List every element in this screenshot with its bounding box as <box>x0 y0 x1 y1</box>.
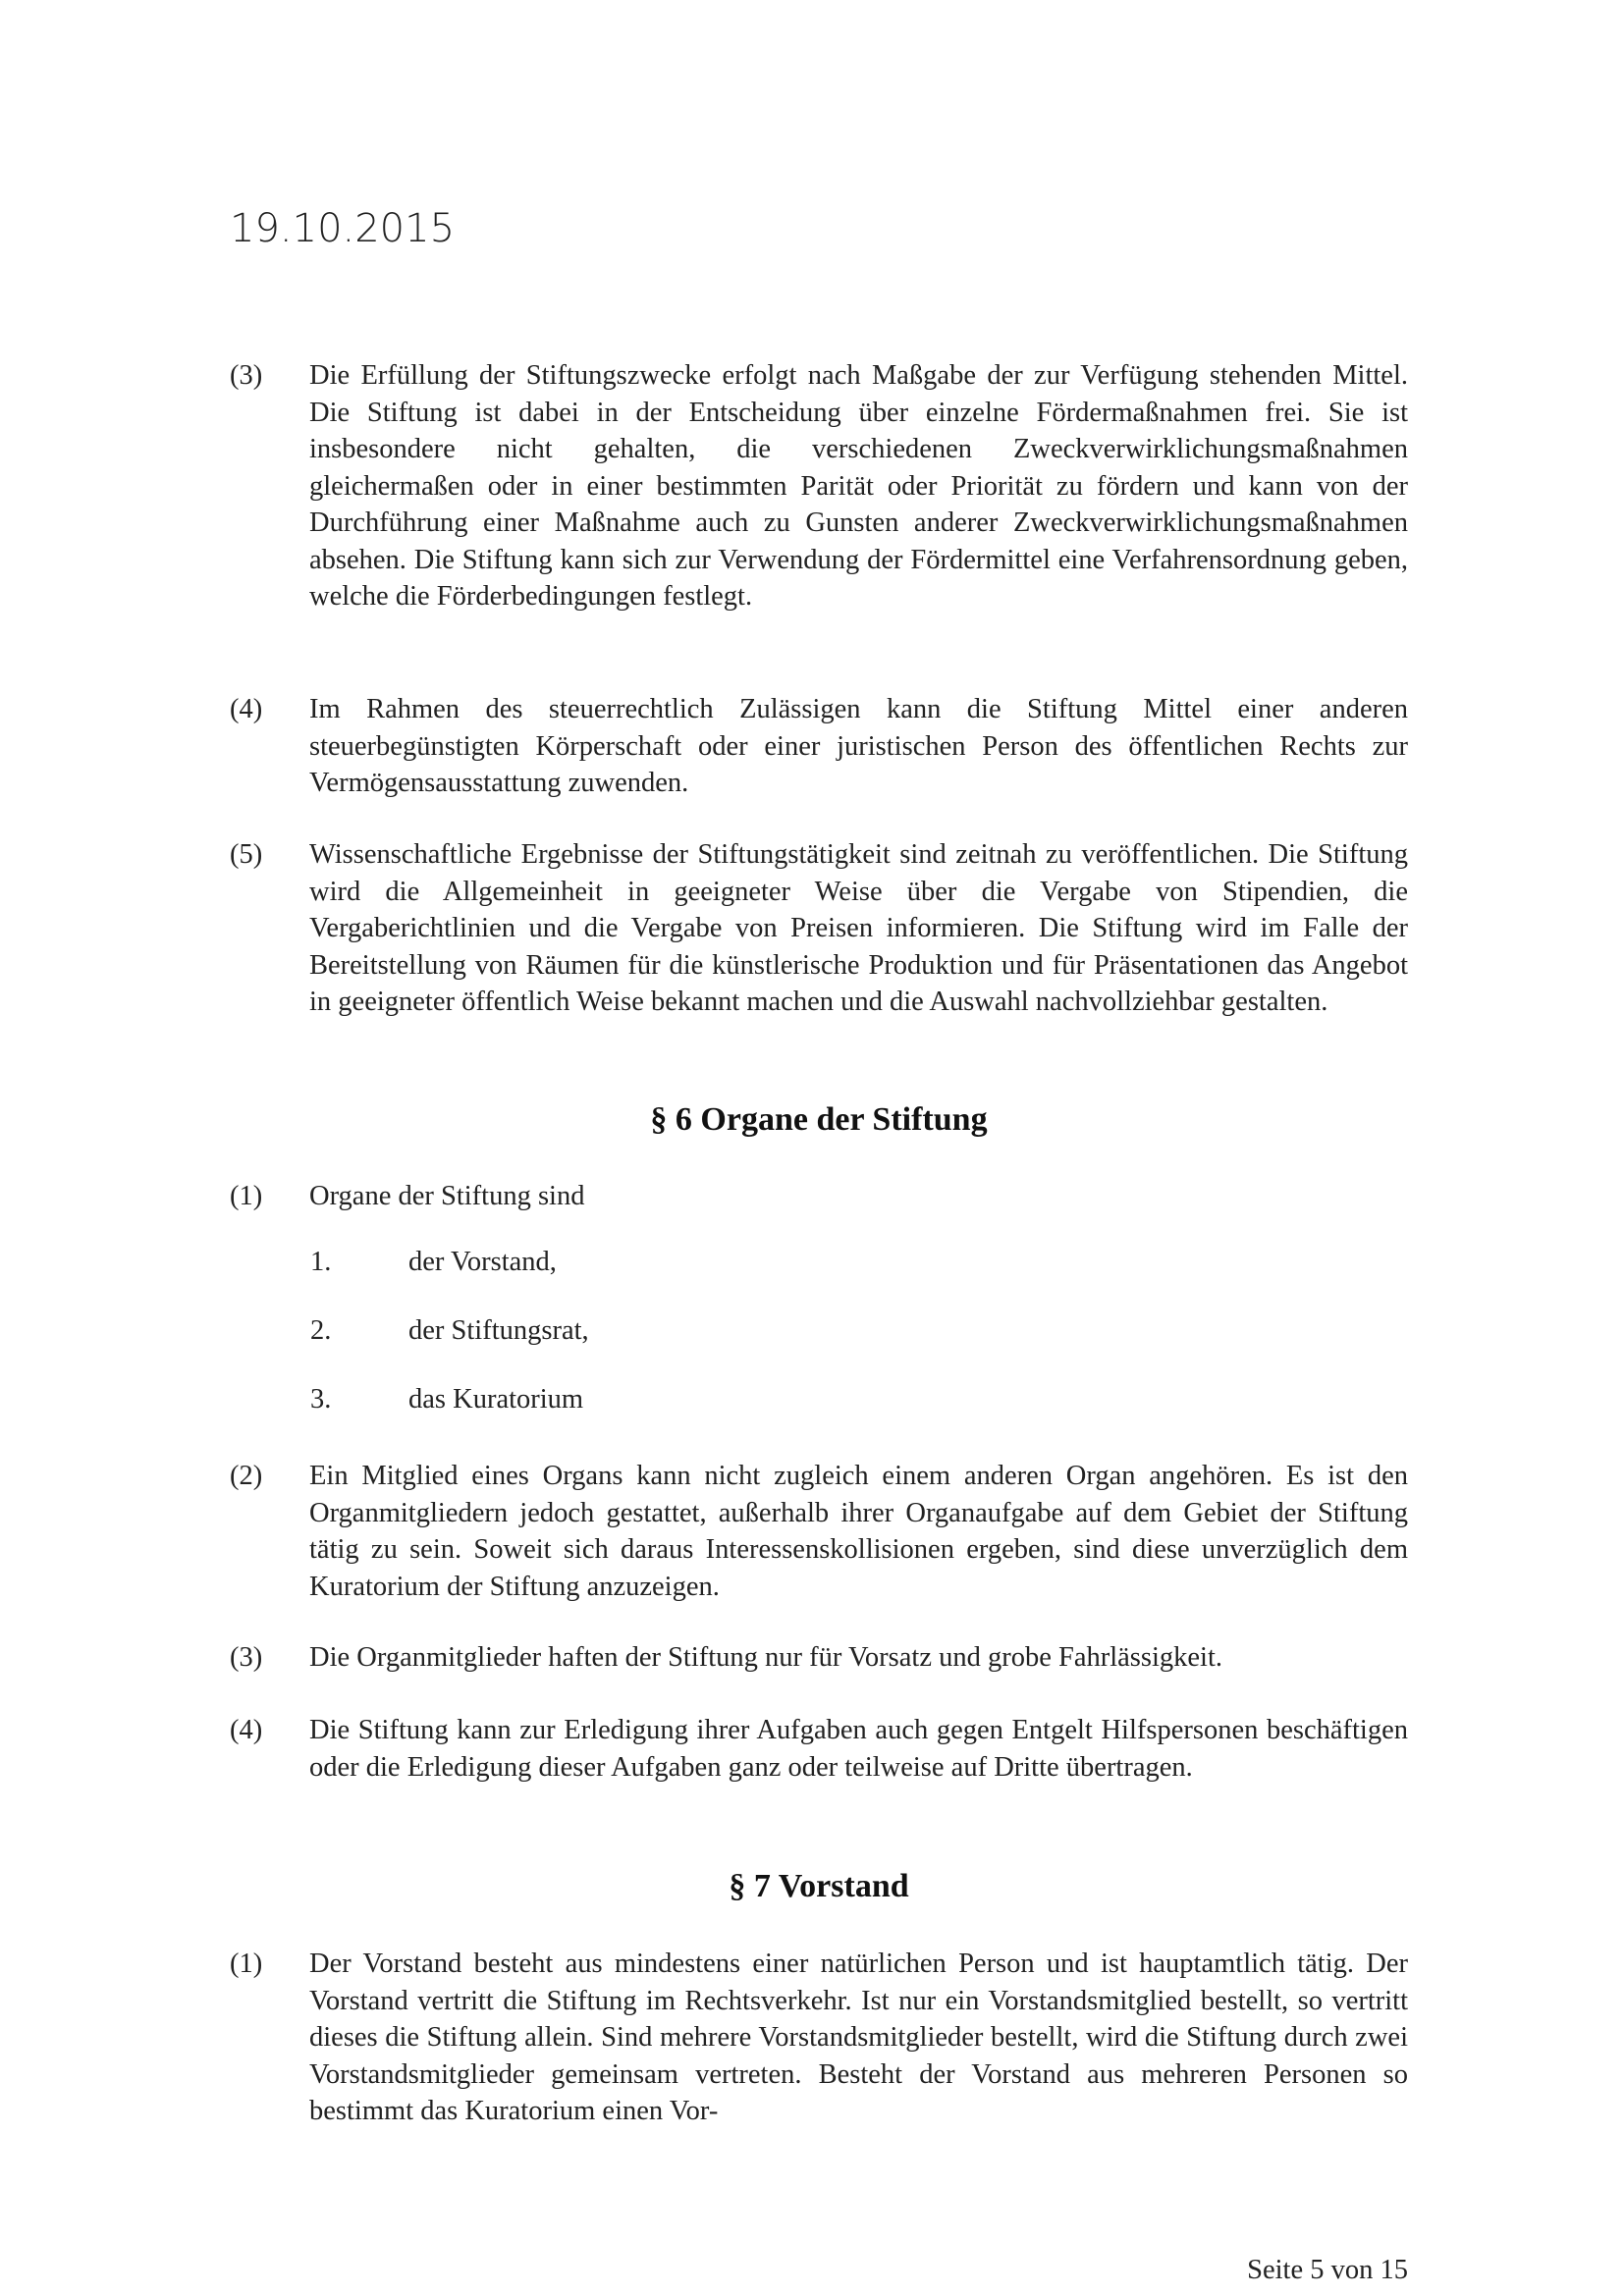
paragraph-text: Im Rahmen des steuerrechtlich Zulässigen kann die Stiftung Mittel einer anderen steuerbegünstigten Körperschaft oder einer juristischen Person des öffentlichen Rechts zur Vermögensausstattung zuwenden. <box>309 694 1408 798</box>
paragraph-text: Der Vorstand besteht aus mindestens einer natürlichen Person und ist hauptamtlich tätig. Der Vorstand vertritt die Stiftung im Rechtsverkehr. Ist nur ein Vorstandsmitglied bestellt, so vertritt dieses die Stiftung allein. Sind mehrere Vorstandsmitglieder bestellt, wird die Stiftung durch zwei Vorstandsmitglieder gemeinsam vertreten. Besteht der Vorstand aus mehreren Personen so bestimmt das Kuratorium einen Vor- <box>309 1949 1408 2126</box>
paragraph-number: (1) <box>230 1181 263 1211</box>
list-text: das Kuratorium <box>408 1384 584 1415</box>
list-text: der Vorstand, <box>408 1247 557 1277</box>
paragraph-text: Ein Mitglied eines Organs kann nicht zugleich einem anderen Organ angehören. Es ist den Organmitgliedern jedoch gestattet, außerhalb ihrer Organaufgabe auf dem Gebiet der Stiftung tätig zu sein. Soweit sich daraus Interessenskollisionen ergeben, sind diese unverzüglich dem Kuratorium der Stiftung anzuzeigen. <box>309 1461 1408 1602</box>
paragraph-number: (5) <box>230 839 263 870</box>
list-number: 1. <box>310 1247 332 1277</box>
page-number: Seite 5 von 15 <box>1247 2255 1408 2285</box>
paragraph-number: (4) <box>230 1715 263 1745</box>
paragraph-text: Organe der Stiftung sind <box>309 1181 585 1211</box>
list-number: 3. <box>310 1384 332 1415</box>
document-date: 19.10.2015 <box>230 206 456 251</box>
list-number: 2. <box>310 1315 332 1346</box>
paragraph-text: Die Erfüllung der Stiftungszwecke erfolgt nach Maßgabe der zur Verfügung stehenden Mittel. Die Stiftung ist dabei in der Entscheidung über einzelne Fördermaßnahmen frei. Sie ist insbesondere nicht gehalten, die verschiedenen Zweckverwirklichungsmaßnahmen gleichermaßen oder in einer bestimmten Parität oder Priorität zu fördern und kann von der Durchführung einer Maßnahme auch zu Gunsten anderer Zweckverwirklichungsmaßnahmen absehen. Die Stiftung kann sich zur Verwendung der Fördermittel eine Verfahrensordnung geben, welche die Förderbedingungen festlegt. <box>309 360 1408 612</box>
paragraph-number: (3) <box>230 360 263 391</box>
paragraph-number: (3) <box>230 1642 263 1673</box>
paragraph-number: (2) <box>230 1461 263 1491</box>
paragraph-text: Die Stiftung kann zur Erledigung ihrer Aufgaben auch gegen Entgelt Hilfspersonen beschäftigen oder die Erledigung dieser Aufgaben ganz oder teilweise auf Dritte übertragen. <box>309 1715 1408 1783</box>
paragraph-number: (4) <box>230 694 263 724</box>
paragraph-number: (1) <box>230 1949 263 1979</box>
list-text: der Stiftungsrat, <box>408 1315 589 1346</box>
paragraph-text: Wissenschaftliche Ergebnisse der Stiftungstätigkeit sind zeitnah zu veröffentlichen. Die Stiftung wird die Allgemeinheit in geeigneter Weise über die Vergabe von Stipendien, die Vergaberichtlinien und die Vergabe von Preisen informieren. Die Stiftung wird im Falle der Bereitstellung von Räumen für die künstlerische Produktion und für Präsentationen das Angebot in geeigneter öffentlich Weise bekannt machen und die Auswahl nachvollziehbar gestalten. <box>309 839 1408 1017</box>
paragraph-text: Die Organmitglieder haften der Stiftung nur für Vorsatz und grobe Fahrlässigkeit. <box>309 1642 1223 1673</box>
section-7-heading: § 7 Vorstand <box>729 1868 909 1904</box>
section-6-heading: § 6 Organe der Stiftung <box>650 1101 988 1138</box>
